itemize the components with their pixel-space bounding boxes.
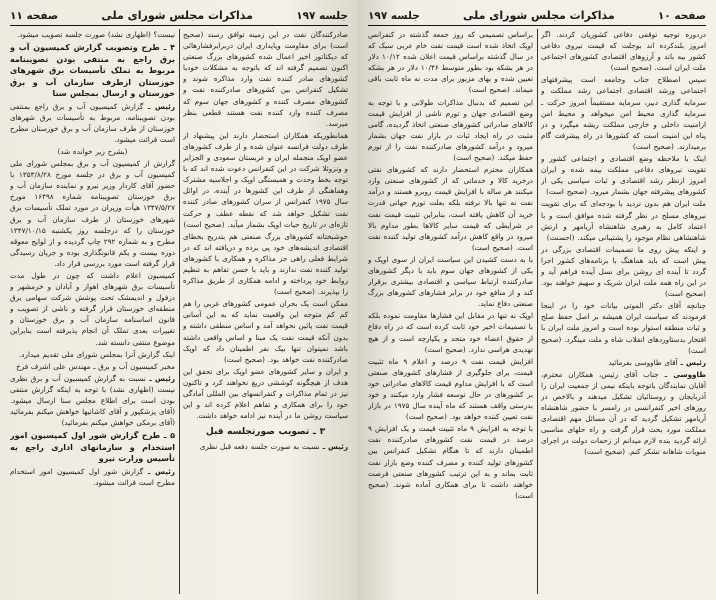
speaker-text: گزارش کمیسیون آب و برق راجع بمنتفی بودن تصویبنامه، مربوط به تأسیسات برق شهرهای خوزستان از طرف سازمان آب و برق خوزستان مطرح است قرائت میشود. [10,101,175,144]
body-paragraph: سپس اصطلاح جناب وجامعه است پیشرفتهای اجتماعی ورشد اقتصادی اجتماعی رشد مملکت و سرمایه گذاری دبیر، سرمایه مستقیماً امروز حرکت ـ سرمایه گذاری محیط امن میخواهد و محیط امن ازامنیت داخلی و خارجی مملکت ریشه میگیرد و در پناه این امنیت است که کشورها در راه پیشرفت گام برمیدارند. (صحیح است) [541,75,706,151]
body-paragraph: همکاران محترم استحضار دارند که کشورهای نفتی درخرید کالا و خدماتی که از کشورهای صنعتی وارد میکنند هر ساله با افزایش قیمت روبرو هستند و درآمد نفت نه تنها بالا نرفته بلکه بعلت تورم جهانی قدرت خرید آن کاهش یافته است، بنابراین تثبیت قیمت نفت در شرایطی که قیمت سایر کالاها بطور مداوم بالا میرود در واقع کاهش درآمد کشورهای تولید کننده نفت است. (صحیح است) [368,165,533,252]
speaker-text: گزارش شور اول کمیسیون امور استخدام مطرح است قرائت میشود. [10,466,175,487]
session-number: جلسه ۱۹۷ [368,9,420,22]
left-page-columns [10,29,348,594]
speaker-text: نسبت به گزارش کمیسیون آب و برق نظری نیست (اظهاری نشد) با توجه به اینکه گزارش منتفی بودن است برای اطلاع مجلس سنا ارسال میشود. (آقای پزشکپور و آقای کاشانیها خواهش میکنم بفرمائید (آقای برمکی خواهش میکنم بفرمائید) [10,373,175,428]
body-paragraph: با توجه به افزایش ۹ ماه تثبیت قیمت و یک افزایش ۹ درصد در قیمت نفت کشورهای صادرکننده نفت اطمینان دارند که تا هنگام تشکیل کنفرانس بین کشورهای تولید کننده و مصرف کننده وضع بازار نفت ثابت بماند و به این ترتیب کشورهای صنعتی فرصت خواهند داشت تا برای همکاری آماده شوند. (صحیح است) [368,424,533,500]
journal-title: مذاکرات مجلس شورای ملی [101,9,253,22]
column-divider [179,29,180,594]
body-paragraph: نیست؟ (اظهاری نشد) صورت جلسه تصویب میشود. [16,30,175,39]
left-page-left-column [10,29,175,594]
speaker-name: طاووسی ـ [658,369,706,379]
speaker-name: رئیس ـ [677,357,706,367]
body-paragraph: این تصمیم که بدنبال مذاکرات طولانی و با توجه به وضع اقتصادی جهان و تورم ناشی از افزایش قیمت کالاهای صادراتی کشورهای صنعتی اتخاذ گردیده، گامی مثبت در راه ایجاد ثبات در بازار نفت جهان بشمار میرود و درآمد کشورهای صادرکننده نفت را از تورم حفظ میکند. (صحیح است) [368,97,533,163]
body-paragraph: همانطوریکه همکاران استحضار دارند این پیشنهاد از طرف دولت فرانسه عنوان شده و از طرف کشورهای عضو اوپک منجمله ایران و عربستان سعودی و الجزایر و ونزوئلا شرکت در این کنفرانس دعوت شده اند که با توجه بخط وحدت و همبستگی اوپک و اجلاسیه مشترک وهماهنگی از طرف این کشورها در آینده، در اوائل سال ۱۹۷۵ کنفرانس از سران کشورهای صادر کننده نفت تشکیل خواهد شد که نقطه عطف و حرکت تازه‌ای در تاریخ حیات اوپک بشمار میآید. (صحیح است) [183,130,348,229]
speaker-paragraph [10,373,175,428]
speaker-name: رئیس ـ [143,466,175,476]
page-number: صفحه ۱۱ [10,9,59,22]
body-paragraph: افزایش قیمت نفت ۹ درصد و اعلام ۹ ماه تثبیت قیمت، برای جلوگیری از فشارهای کشورهای صنعتی است که با افزایش مداوم قیمت کالاهای صادراتی خود بر کشورهای در حال توسعه فشار وارد میکنند و خود بدرستی واقف هستند که ماه آینده سال ۱۹۷۵ در بازار نفت تعیین کننده خواهد بود. (صحیح است) [368,356,533,422]
body-paragraph: اینک با ملاحظه وضع اقتصادی و اجتماعی کشور و تقویت نیروهای دفاعی مملکت بیمه شده و ایران امروز ازنظر رشد اقتصادی و ثبات سیاسی یکی از کشورهای پیشرفته جهان بشمار میرود. (صحیح است) [541,154,706,197]
body-paragraph: مخبر کمیسیون آب و برق ـ مهندس علی اشرف فرخ [16,361,175,371]
speaker-text: نسبت به صورت جلسه دفعه قبل نظری [199,442,320,452]
section-heading: ۳ ـ تصویب صورتجلسه قبل [205,427,326,438]
speaker-paragraph [541,369,706,458]
page-number: صفحه ۱۰ [657,9,706,22]
body-paragraph: چنانچه آقای دکتر الموتی بیانات خود را در اینجا فرمودند که سیاست ایران همیشه بر اصل حفظ صلح و ثبات منطقه استوار بوده است و امروز ملت ایران با افتخار بدستاوردهای انقلاب شاه و ملت مینگرد. (صحیح است) [541,301,706,355]
right-page-columns [368,29,706,594]
body-paragraph: دردوره توجیه توقفی دفاعی کشوریان کردند. اگر امروز بلندکرده اند بوجلت که قیمت نیروی دفاعی کشور بیه باند و آرزوهای اقتصادی کشورهای اجتماعی ملت ایران است. (صحیح است) [541,30,706,73]
right-page [358,0,716,600]
right-page-header [368,8,706,26]
center-note: (بشرح زیر خوانده شد) [57,146,128,156]
speaker-paragraph [541,357,706,368]
speaker-name: رئیس ـ [143,101,175,111]
body-paragraph: صادرکنندگان نفت در این زمینه توافق رسند (صحیح است) برای مقاومت وپایداری ایران دربرابرفشارهائی که دیکتاتور اخیر اعمال شده کشورهای بزرگ صنعتی اکنون تصمیم گرفته اند که باتوجه به مشکلات خودبا کشورهای صادر کننده نفت وارد مذاکره شوند و تشکیل کنفرانس بین کشورهای صادرکننده نفت و کشورهای مصرف کننده و کشورهای جهان سوم که مصرف کننده وارد کننده نفت هستند قطعی بنظر میرسد. [183,30,348,128]
column-divider [537,29,538,594]
right-page-right-column [541,29,706,594]
journal-title: مذاکرات مجلس شورای ملی [463,9,615,22]
speaker-text: جناب آقای رئیس، همکاران محترم، آقایان نمایندگان باتوجه باینکه نیمی از جمعیت ایران را آذربایجان و روستائیان تشکیل میدهند و بالاخص در روزهای اخیر کنفرانسی در رامسر با حضور شاهنشاه آریامهر تشکیل گردید که در آن مسائل مهم اقتصادی مملکت مورد بحث قرار گرفت و راه حلهای مناسبی ارائه گردید بنده لازم میدانم از زحمات دولت در اجرای منویات شاهانه تشکر کنم. (صحیح است) [541,369,706,457]
body-paragraph: براساس تصمیمی که روز جمعه گذشته در کنفرانس اوپک اتخاذ شده است قیمت نفت خام عربی سبک که در سال گذشته براساس قیمت اعلان شده ۱۰/۱۲ دلار در هر بشکه بود بطور متوسط ۱۰/۴۶ دلار در هر بشکه تعیین شده و بهای مزبور برای مدت نه ماه ثابت باقی میماند. (صحیح است) [368,30,533,95]
speaker-name: رئیس ـ [145,373,175,383]
body-paragraph: گزارش از کمیسیون آب و برق بمجلس شورای ملی کمیسیون آب و برق در جلسه مورخ ۱۳۵۳/۸/۲۸ با حضور آقای کاردار وزیر نیرو و نماینده سازمان آب و برق خوزستان تصویبنامه شماره ۱۶۴۹۸ مورخ ۱۳۴۷/۵/۲۷ هیأت وزیران در مورد تملک تأسیسات برق شهرهای خوزستان از طرف سازمان آب و برق خوزستان را که درجلسه روز یکشنبه ۱۳۴۷/۱۰/۱۵ مطرح و به شماره ۲۹۲ چاپ گردیده و از لوایح معوقه دوره بیست و یکم قانونگذاری بوده و جریان رسیدگی قرار گرفته است مورد بررسی قرار داد. [10,159,175,268]
speaker-paragraph [10,101,175,145]
body-paragraph: کمیسیون اعلام داشت که چون در طول مدت تأسیسات برق شهرهای اهواز و آبادان و خرمشهر و دزفول و اندیمشک تحت پوشش شرکت سهامی برق منطقه‌ای خوزستان قرار گرفته و ناشی از تصویب و قانون اساسنامه سازمان آب و برق خوزستان و تغییرات بعدی تملک آن انجام پذیرفته است بنابراین موضوع منتفی دانسته شد. [10,271,175,347]
agenda-item-heading: ۵ ـ طرح گزارش شور اول کمیسیون امور استخدام و سازمانهای اداری راجع به تأسیس وزارت نیرو [10,431,175,464]
body-paragraph: خوشبختانه کشورهای بزرگ صنعتی هم بتدریج بخطای اقتصادی اندیشه‌های خود پی برده و دریافته اند که در شرایط فعلی راهی جز مذاکره و همکاری با کشورهای تولید کننده نفت ندارند و باید با حسن تفاهم به تنظیم روابط خود پرداخته و ادامه همکاری از طریق مذاکره را بپذیرند. (صحیح است) [183,231,348,297]
right-page-left-column [368,29,533,594]
body-paragraph: اوپک نه تنها در مقابل این فشارها مقاومت نموده بلکه با تصمیمات اخیر خود ثابت کرده است که در راه دفاع از حقوق اعضاء خود متحد و یکپارچه است و از هیچ تهدیدی هراسی ندارد. (صحیح است) [368,311,533,354]
body-paragraph: با به دست کشیدن این سیاست ایران از سوی اوپک و یکی از کشورهای جهان سوم باید با دیگر کشورهای صادرکننده ارتباط سیاسی و اقتصادی بیشتری برقرار کند و از منافع خود در برابر فشارهای کشورهای بزرگ صنعتی دفاع نماید. [368,254,533,309]
left-page-header [10,8,348,26]
body-paragraph: و اینکه پیش روی ما تصمیمات اقتصادی بزرگی در پیش است که باید هماهنگ با برنامه‌های کشور اجرا گردد تا آینده ای روشن برای نسل آینده فراهم آید و در این راه همه ملت ایران شریک و سهیم خواهند بود. (صحیح است) [541,244,706,299]
session-number: جلسه ۱۹۷ [296,9,348,22]
speaker-paragraph [10,466,175,488]
left-page-right-column [183,29,348,594]
body-paragraph: ممکن است یک بحران عمومی کشورهای غربی را هم کم کم متوجه این واقعیت نماید که به این آسانی قیمت نفت پائین نخواهد آمد و اساس منطقی داشته و بدون آنکه قیمت نفت یک مبنا و اساس واقعی داشته باشد نمیتوان تنها بیک نفر اطمینان داد که اوپک صادرکننده نفت خواهد بود. (صحیح است) [183,299,348,364]
speaker-paragraph [183,441,348,452]
speaker-name: رئیس ـ [319,442,348,452]
body-paragraph: ملت ایران هم بدون تردید با بودجه‌ای که برای تقویت نیروهای مسلح در نظر گرفته شده موافق است و با اعتماد کامل به رهبری شاهنشاه آریامهر و ارتش شاهنشاهی نظام موجود را پشتیبانی میکند. (احسنت) [541,199,706,242]
body-paragraph: اینک گزارش آنرا بمجلس شورای ملی تقدیم میدارد. [18,349,175,359]
body-paragraph: و ایران و سایر کشورهای عضو اوپک برای تحقق این هدف از هیچگونه کوششی دریغ نخواهند کرد و تاکنون نیز در تمام مذاکرات و کنفرانسهای بین المللی آمادگی خود را برای همکاری و تفاهم اعلام کرده اند و این سیاست روشن ما در آینده نیز ادامه خواهد داشت. [183,366,348,421]
speaker-text: آقای طاووسی بفرمائید [608,357,678,367]
agenda-item-heading: ۴ ـ طرح وتصویب گزارش کمیسیون آب و برق راجع به منتفی بودن تصویبنامه مربوط به تملک تأسیسات برق شهرهای خوزستان ازطرف سازمان آب و برق خوزستان و ارسال بمجلس سنا [10,43,175,99]
